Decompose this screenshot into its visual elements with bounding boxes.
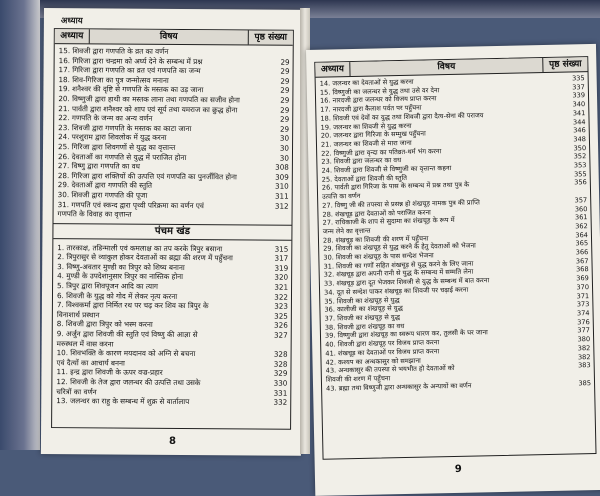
toc-entry-page: 320: [262, 273, 291, 283]
toc-entry-text: 33. शंखचूड़ द्वारा दूत भेजकर शिवजी से युद्ध के सम्बन्ध में बात करना: [320, 275, 563, 289]
toc-entry-page: 357: [561, 196, 590, 205]
toc-entry-page: 376: [564, 318, 593, 327]
toc-entry-page: 377: [564, 326, 593, 335]
toc-entry-text: एवं दैत्यों का आचार्य बनना: [52, 358, 261, 369]
toc-entry-text: विनाशार्थ प्रस्थान: [53, 310, 262, 321]
toc-entry-page: 374: [563, 309, 592, 318]
toc-entry-page: 369: [563, 274, 592, 283]
toc-entry-text: 3. विष्णु-अवतार मुण्डी का त्रिपुर को शिष्य बनाना: [53, 262, 262, 273]
toc-entry-text: 22. गणपति के जन्म का अन्य वर्णन: [54, 113, 263, 124]
toc-entry-text: 35. शिवजी का शंखचूड़ से युद्ध: [320, 292, 563, 306]
toc-entry-page: 29: [263, 115, 292, 125]
toc-entry-text: 29. देवताओं द्वारा गणपति की स्तुति: [54, 180, 263, 191]
toc-entry-page: 366: [562, 248, 591, 257]
toc-entry-page: 328: [262, 350, 291, 360]
toc-entry-text: 12. शिवजी के तेज द्वारा जलन्धर की उत्पत्ति तथा उसके: [52, 377, 261, 388]
toc-entry-text: 43. अन्धकासुर की तपस्या से भयभीत हो देवताओं को: [322, 362, 565, 376]
left-toc-list: [54, 44, 293, 222]
toc-entry-page: 321: [262, 283, 291, 293]
toc-entry-text: 25. गिरिजा द्वारा शिवगणों से युद्ध का वृत्तान्त: [54, 142, 263, 153]
toc-entry-text: 38. शिवजी द्वारा शंखचूड़ का वध: [321, 318, 564, 332]
toc-entry-page: 29: [263, 105, 292, 115]
toc-entry-text: 36. कालीजी का शंखचूड़ से युद्ध: [320, 301, 563, 315]
toc-entry-text: उत्पत्ति का वर्णन: [318, 188, 561, 202]
toc-entry-text: 34. दूत से सन्देश पाकर शंखचूड़ का शिवजी पर चढ़ाई करना: [320, 284, 563, 298]
toc-entry-text: 22. विष्णुजी द्वारा वृन्दा का पतिव्रत-धर्म भंग करना: [317, 144, 560, 158]
right-page-number: 9: [455, 464, 462, 475]
toc-entry-page: 367: [562, 257, 591, 266]
toc-entry-page: 331: [261, 388, 290, 398]
toc-entry-page: 312: [263, 201, 292, 211]
toc-entry-text: 31. शिवजी का गणों सहित शंखचूड़ से युद्ध करने के लिए जाना: [319, 257, 562, 271]
toc-entry-page: 362: [562, 222, 591, 231]
header-subject: विषय: [90, 29, 249, 44]
left-page-number: 8: [169, 436, 176, 447]
toc-entry-page: 371: [563, 292, 592, 301]
toc-entry-text: 27. विष्णु जी की तपस्या से प्रसन्न हो शंखचूड़ नामक पुत्र की प्राप्ति: [318, 197, 561, 211]
header-chapter: अध्याय: [315, 62, 350, 77]
toc-entry-page: 382: [564, 344, 593, 353]
toc-entry-text: 32. शंखचूड़ द्वारा अपनी रानी से युद्ध के सम्बन्ध में सम्मति लेना: [320, 266, 563, 280]
toc-entry-page: 364: [562, 231, 591, 240]
toc-entry-text: 29. शिवजी का शंखचूड़ से युद्ध करने के हेतु देवताओं को भेजना: [319, 240, 562, 254]
toc-entry-page: 348: [560, 135, 589, 144]
toc-entry-page: 329: [261, 369, 290, 379]
toc-entry-page: 330: [261, 379, 290, 389]
toc-entry-text: 23. शिवजी द्वारा गणपति के मस्तक का काटा जाना: [54, 123, 263, 134]
toc-entry-page: 339: [559, 92, 588, 101]
toc-entry-page: 380: [564, 335, 593, 344]
toc-entry-page: 337: [559, 83, 588, 92]
left-page: [41, 8, 304, 456]
toc-entry-text: 4. मुण्डी के उपदेशानुसार त्रिपुर का नास्तिक होना: [53, 272, 262, 283]
toc-entry-page: 30: [263, 153, 292, 163]
toc-entry-page: 317: [262, 254, 291, 264]
toc-entry-text: जन्म लेने का वृत्तान्त: [319, 223, 562, 237]
toc-entry-page: 370: [563, 283, 592, 292]
toc-entry-text: 7. विश्वकर्मा द्वारा निर्मित रथ पर चढ़ कर शिव का त्रिपुर के: [53, 300, 262, 311]
toc-entry-page: 335: [559, 74, 588, 83]
toc-entry-text: 18. शिव-गिरिजा का पुत्र जन्मोत्सव मनाना: [54, 75, 263, 86]
right-page: [306, 44, 600, 496]
toc-entry-page: 309: [263, 172, 292, 182]
toc-entry-text: 15. शिवजी द्वारा गणपति के व्रत का वर्णन: [55, 46, 264, 57]
toc-entry-page: 328: [261, 359, 290, 369]
toc-entry-text: 21. जलन्धर का शिवजी से मारा जाना: [317, 136, 560, 150]
toc-entry-page: 340: [559, 100, 588, 109]
left-toc-list-2: [52, 241, 291, 410]
toc-entry-text: 17. नारदजी द्वारा कैलाश पर्वत पर पहुँचना: [316, 101, 559, 115]
toc-entry-page: 327: [262, 331, 291, 341]
toc-entry-text: 41. शंखचूड़ का देवताओं पर विजय प्राप्त करना: [321, 344, 564, 358]
toc-entry-page: 29: [263, 124, 292, 134]
toc-entry-text: 28. शंखचूड़ द्वारा देवताओं को पराजित करना: [318, 205, 561, 219]
toc-entry-page: 315: [262, 244, 291, 254]
toc-entry-text: शिवजी की शरण में पहुँचना: [322, 371, 565, 385]
toc-entry-text: 5. त्रिपुर द्वारा शिवपूजन आदि का त्याग: [53, 281, 262, 292]
toc-entry-text: 1. तारकाक्ष, तडिन्माली एवं कमलाक्ष का तप करके त्रिपुर बसाना: [53, 243, 262, 254]
toc-entry-page: 29: [263, 96, 292, 106]
toc-entry-text: 19. जलन्धर का शिवजी से युद्ध करना: [317, 118, 560, 132]
toc-entry-page: 382: [564, 353, 593, 362]
toc-entry-page: 383: [565, 361, 594, 370]
toc-entry-text: 28. गिरिजा द्वारा शक्तियों की उत्पत्ति एवं गणपति का पुनर्जीवित होना: [54, 171, 263, 182]
toc-entry-text: 20. विष्णुजी द्वारा हाथी का मस्तक लाना तथा गणपति का सजीव होना: [54, 94, 263, 105]
toc-entry-page: 311: [263, 191, 292, 201]
toc-entry-text: 30. शिवजी द्वारा गणपति की पूजा: [54, 190, 263, 201]
toc-entry-page: 30: [263, 143, 292, 153]
toc-entry-text: 2. त्रिपुरासुर से व्याकुल होकर देवताओं का ब्रह्मा की शरण में पहुँचना: [53, 252, 262, 263]
toc-entry-page: 323: [262, 302, 291, 312]
toc-entry-text: 23. शिवजी द्वारा जलन्धर का वध: [317, 153, 560, 167]
toc-entry-text: 40. शिवजी द्वारा शंखचूड़ पर विजय प्राप्त करना: [321, 336, 564, 350]
toc-entry-text: 19. शनैश्वर की दृष्टि से गणपति के मस्तक का उड़ जाना: [54, 84, 263, 95]
toc-entry-page: 29: [264, 57, 293, 67]
toc-entry-text: 17. गिरिजा द्वारा गणपति का व्रत एवं गणपति का जन्म: [55, 65, 264, 76]
toc-entry-text: 13. जलन्धर का राहु के सम्बन्ध में शुक्र से वार्तालाप: [52, 396, 261, 407]
toc-entry-text: 24. परशुराम द्वारा शिवलोक में युद्ध करना: [54, 132, 263, 143]
toc-entry-text: 31. गणपति एवं स्कन्द द्वारा पृथ्वी परिक्रमा का वर्णन एवं: [54, 200, 263, 211]
toc-entry-page: 355: [561, 170, 590, 179]
toc-entry-text: 43. ब्रह्मा तथा विष्णुजी द्वारा अन्धकासुर के अन्यायों का वर्णन: [322, 379, 565, 393]
toc-entry-text: 25. देवताओं द्वारा शिवजी की स्तुति: [318, 170, 561, 184]
left-toc-frame: [51, 28, 294, 430]
toc-entry-page: 385: [565, 379, 594, 388]
background-left: [0, 0, 40, 450]
toc-entry-text: 9. अर्जुन द्वारा शिवजी की स्तुति एवं विष्णु की आज्ञा से: [53, 329, 262, 340]
toc-entry-page: 319: [262, 263, 291, 273]
toc-entry-text: 8. शिवजी द्वारा त्रिपुर को भस्म करना: [53, 320, 262, 331]
toc-entry-text: 18. शिवजी एवं देवों का युद्ध तथा शिवजी द्वारा दैत्य-सेना की पराजय: [316, 110, 559, 124]
toc-entry-text: 28. शंखचूड़ का शिवजी की शरण में पहुँचना: [319, 231, 562, 245]
right-toc-frame: [314, 56, 596, 460]
toc-entry-text: 39. विष्णुजी द्वारा शंखचूड़ का स्वरूप धारण कर, तुलसी के घर जाना: [321, 327, 564, 341]
section-title: पंचम खंड: [53, 223, 291, 241]
header-subject: विषय: [350, 58, 543, 76]
toc-entry-text: चरित्रों का वर्णन: [52, 387, 261, 398]
toc-entry-page: 350: [560, 144, 589, 153]
left-table-header: [55, 29, 293, 46]
toc-entry-page: 308: [263, 163, 292, 173]
right-toc-list: [316, 72, 595, 395]
toc-entry-text: 14. जलन्धर का देवताओं से युद्ध करना: [316, 75, 559, 89]
toc-entry-text: गणपति के विवाह का वृत्तान्त: [54, 209, 263, 220]
toc-entry-page: 326: [262, 321, 291, 331]
toc-entry-text: 21. पार्वती द्वारा शनैश्वर को शाप एवं सूर्य तथा यमराज का क्रुद्ध होना: [54, 104, 263, 115]
toc-entry-page: 332: [261, 398, 290, 408]
toc-entry-page: 29: [263, 76, 292, 86]
toc-entry-text: 26. पार्वती द्वारा गिरिजा के पास के सम्बन्ध में प्रश्न तथा पुत्र के: [318, 179, 561, 193]
toc-entry-page: 368: [563, 266, 592, 275]
toc-entry-page: 341: [559, 109, 588, 118]
toc-entry-text: 26. देवताओं का गणपति से युद्ध में पराजित होना: [54, 152, 263, 163]
toc-entry-text: 27. विष्णु द्वारा गणपति का वध: [54, 161, 263, 172]
toc-entry-page: 29: [263, 86, 292, 96]
toc-entry-page: 365: [562, 239, 591, 248]
toc-entry-page: 325: [262, 311, 291, 321]
toc-entry-text: 6. शिवजी के युद्ध को गोद में लेकर नृत्य करना: [53, 291, 262, 302]
toc-entry-page: 353: [560, 161, 589, 170]
toc-entry-page: 29: [264, 67, 293, 77]
toc-entry-text: 27. राधिकाजी के शाप से सुदामा का शंखचूड़ के रूप में: [319, 214, 562, 228]
toc-entry-page: 352: [560, 152, 589, 161]
toc-entry-page: 310: [263, 182, 292, 192]
toc-entry-page: 344: [559, 118, 588, 127]
toc-entry-text: 24. शिवजी द्वारा शिवजी से विष्णुजी का वृत्तान्त कहना: [317, 162, 560, 176]
header-chapter: अध्याय: [55, 29, 90, 43]
toc-entry-text: 11. इन्द्र द्वारा शिवजी के ऊपर वज्र-प्रहार: [52, 367, 261, 378]
toc-entry-page: 356: [561, 179, 590, 188]
toc-entry-text: 20. जलन्धर द्वारा गिरिजा के सम्मुख पहुँचना: [317, 127, 560, 141]
toc-entry-text: मरुस्थल में वास करना: [53, 339, 262, 350]
toc-entry-text: 16. नारदजी द्वारा जलन्धर को विजय प्राप्त करना: [316, 92, 559, 106]
toc-entry-page: 373: [563, 300, 592, 309]
toc-entry-text: 37. शिवजी का शंखचूड़ से युद्ध: [321, 310, 564, 324]
toc-entry-text: 15. विष्णुजी का जलन्धर से युद्ध तथा उसे वर देना: [316, 83, 559, 97]
toc-entry-page: 360: [561, 205, 590, 214]
toc-entry-text: 10. शिवभक्ति के कारण मयदानव को अग्नि से बचना: [53, 348, 262, 359]
left-top-label: अध्याय: [61, 15, 83, 26]
toc-entry-page: 361: [561, 213, 590, 222]
toc-entry-text: 42. कश्यप का अन्धकासुर को समझाना: [321, 353, 564, 367]
header-page: पृष्ठ संख्या: [249, 30, 293, 44]
toc-row: [52, 396, 290, 407]
toc-entry-page: 30: [263, 134, 292, 144]
header-page: पृष्ठ संख्या: [543, 57, 587, 72]
toc-entry-page: 346: [560, 126, 589, 135]
toc-entry-page: 322: [262, 292, 291, 302]
toc-entry-text: 30. शिवजी का शंखचूड़ के पास सन्देश भेजना: [319, 249, 562, 263]
toc-entry-text: 16. गिरिजा द्वारा चन्द्रमा को अर्घ्य देने के सम्बन्ध में प्रश्न: [55, 56, 264, 67]
toc-row: [54, 209, 292, 220]
